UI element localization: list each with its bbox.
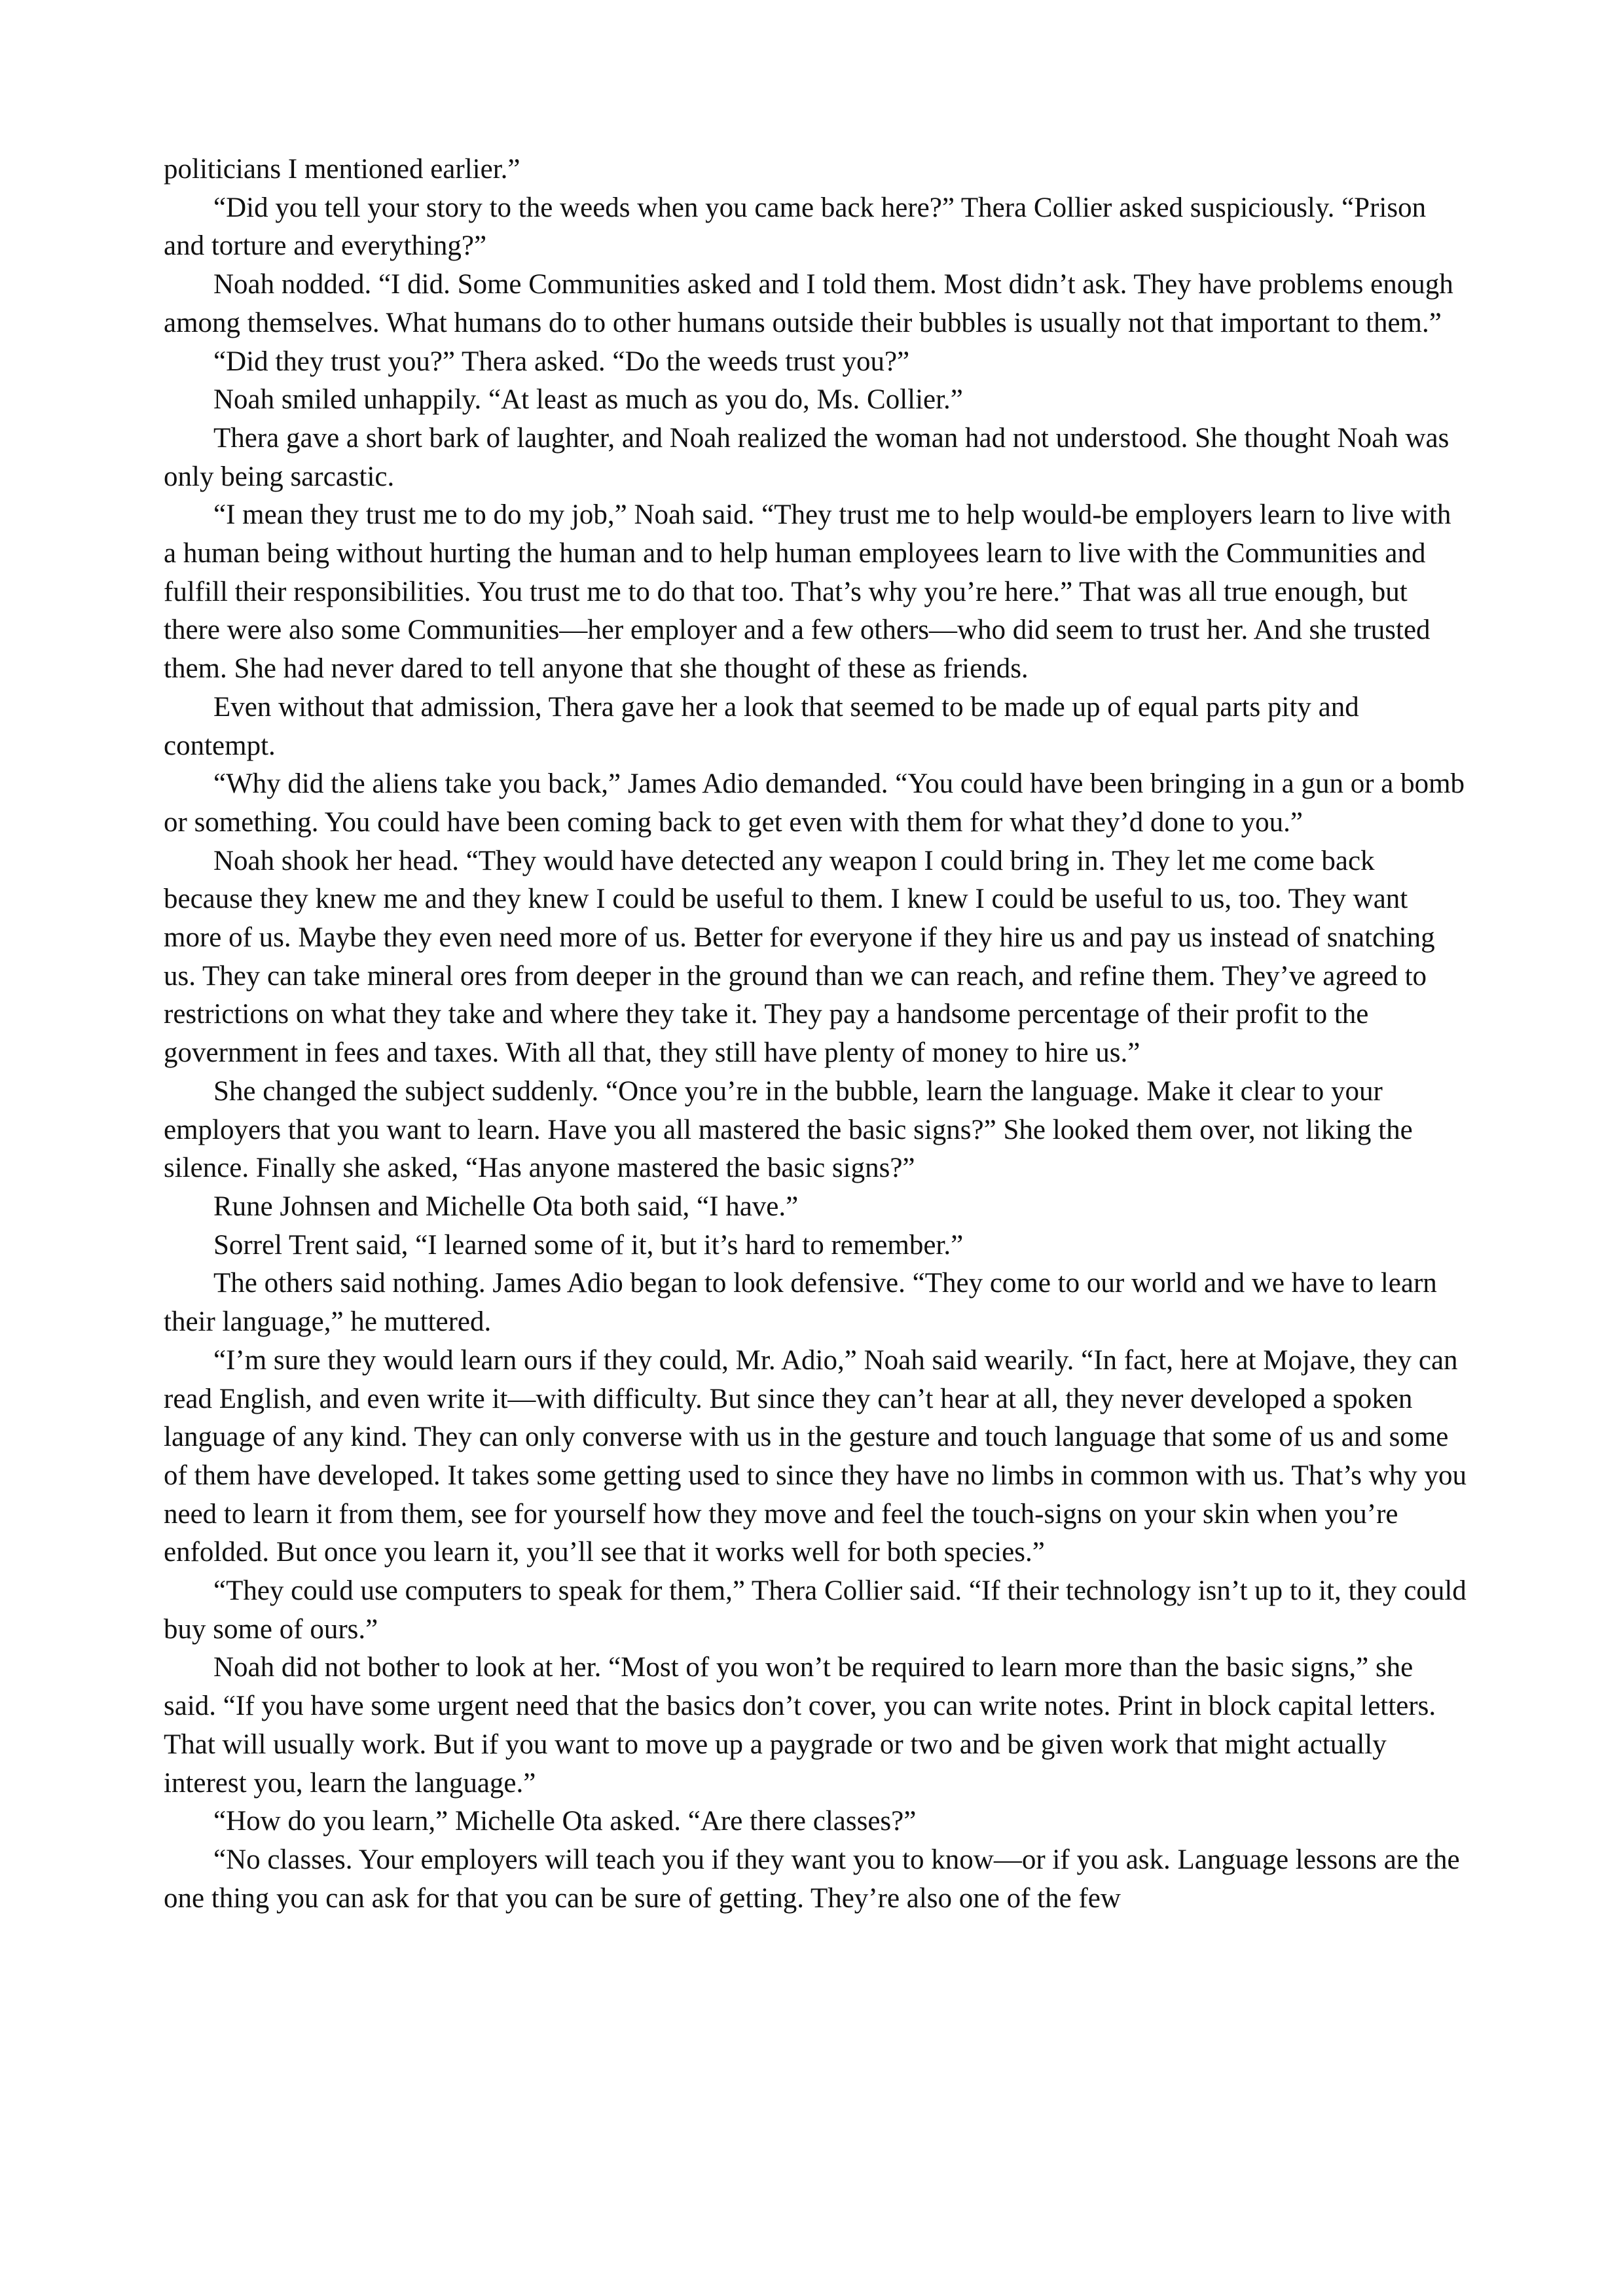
paragraph: “They could use computers to speak for them,” Thera Collier said. “If their technology isn’t up to it, they could buy some of ours.” bbox=[164, 1575, 1467, 1645]
paragraph: “Did they trust you?” Thera asked. “Do the weeds trust you?” bbox=[213, 346, 910, 377]
paragraph: “Why did the aliens take you back,” James Adio demanded. “You could have been bringing in a gun or a bomb or something. You could have been coming back to get even with them for what they’d done to you.” bbox=[164, 768, 1465, 838]
paragraph: “I mean they trust me to do my job,” Noah said. “They trust me to help would-be employers learn to live with a human being without hurting the human and to help human employees learn to live with the Communities and fulfill their responsibilities. You trust me to do that too. That’s why you’re here.” That was all true enough, but there were also some Communities—her employer and a few others—who did seem to trust her. And she trusted them. She had never dared to tell anyone that she thought of these as friends. bbox=[164, 499, 1451, 685]
paragraph: “No classes. Your employers will teach you if they want you to know—or if you ask. Language lessons are the one thing you can ask for that you can be sure of getting. They’re also one of the few bbox=[164, 1844, 1460, 1914]
paragraph: Thera gave a short bark of laughter, and Noah realized the woman had not understood. She thought Noah was only being sarcastic. bbox=[164, 422, 1450, 492]
paragraph: Even without that admission, Thera gave her a look that seemed to be made up of equal parts pity and contempt. bbox=[164, 691, 1359, 761]
paragraph: “I’m sure they would learn ours if they could, Mr. Adio,” Noah said wearily. “In fact, here at Mojave, they can read English, and even write it—with difficulty. But since they can’t hear at all, they never developed a spoken language of any kind. They can only converse with us in the gesture and touch language that some of us and some of them have developed. It takes some getting used to since they have no limbs in common with us. That’s why you need to learn it from them, see for yourself how they move and feel the touch-signs on your skin when you’re enfolded. But once you learn it, you’ll see that it works well for both species.” bbox=[164, 1344, 1467, 1568]
paragraph: Sorrel Trent said, “I learned some of it, but it’s hard to remember.” bbox=[213, 1229, 964, 1261]
paragraph: Noah nodded. “I did. Some Communities asked and I told them. Most didn’t ask. They have problems enough among themselves. What humans do to other humans outside their bubbles is usually not that important to them.” bbox=[164, 269, 1453, 338]
paragraph: Noah did not bother to look at her. “Most of you won’t be required to learn more than the basic signs,” she said. “If you have some urgent need that the basics don’t cover, you can write notes. Print in block capital letters. That will usually work. But if you want to move up a paygrade or two and be given work that might actually interest you, learn the language.” bbox=[164, 1652, 1436, 1799]
paragraph: Noah shook her head. “They would have detected any weapon I could bring in. They let me come back because they knew me and they knew I could be useful to them. I knew I could be useful to us, too. They want more of us. Maybe they even need more of us. Better for everyone if they hire us and pay us instead of snatching us. They can take mineral ores from deeper in the ground than we can reach, and refine them. They’ve agreed to restrictions on what they take and where they take it. They pay a handsome percentage of their profit to the government in fees and taxes. With all that, they still have plenty of money to hire us.” bbox=[164, 845, 1435, 1069]
paragraph: She changed the subject suddenly. “Once you’re in the bubble, learn the language. Make it clear to your employers that you want to learn. Have you all mastered the basic signs?” She looked them over, not liking the silence. Finally she asked, “Has anyone mastered the basic signs?” bbox=[164, 1075, 1413, 1184]
page-body bbox=[164, 151, 1467, 1918]
paragraph: “How do you learn,” Michelle Ota asked. “Are there classes?” bbox=[213, 1806, 917, 1837]
paragraph: The others said nothing. James Adio began to look defensive. “They come to our world and we have to learn their language,” he muttered. bbox=[164, 1268, 1437, 1338]
paragraph: Noah smiled unhappily. “At least as much as you do, Ms. Collier.” bbox=[213, 384, 963, 416]
paragraph: politicians I mentioned earlier.” bbox=[164, 154, 520, 185]
paragraph: “Did you tell your story to the weeds when you came back here?” Thera Collier asked suspiciously. “Prison and torture and everything?” bbox=[164, 192, 1427, 262]
paragraph: Rune Johnsen and Michelle Ota both said, “I have.” bbox=[213, 1191, 799, 1222]
